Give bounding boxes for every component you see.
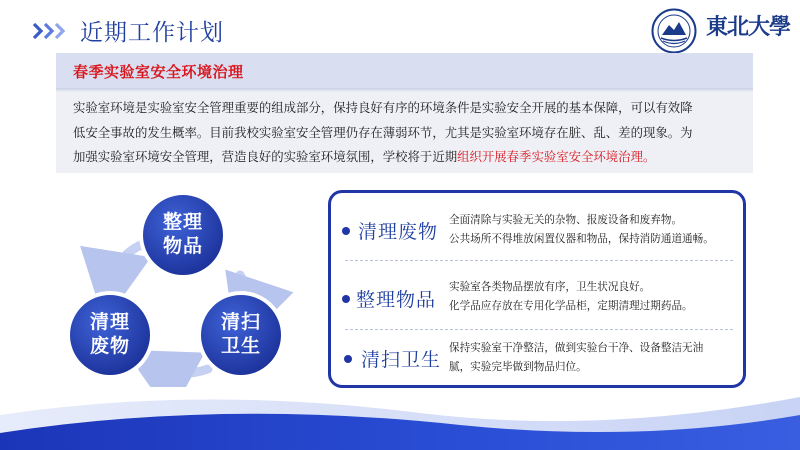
task-desc-line: 化学品应存放在专用化学品柜，定期清理过期药品。 bbox=[449, 300, 693, 312]
intro-panel-divider bbox=[56, 88, 753, 92]
intro-line-3 bbox=[73, 145, 743, 170]
task-title: 清理废物 bbox=[358, 221, 439, 243]
cycle-left-line-2: 废物 bbox=[89, 335, 130, 357]
cycle-top-label bbox=[159, 210, 207, 258]
task-desc bbox=[449, 211, 714, 249]
task-desc-line: 全面清除与实验无关的杂物、报废设备和废弃物。 bbox=[449, 214, 683, 226]
task-item bbox=[331, 335, 743, 387]
cycle-right-line-2: 卫生 bbox=[220, 335, 261, 357]
arrow-right-to-left bbox=[156, 367, 208, 374]
task-desc bbox=[449, 339, 703, 377]
cycle-right-label bbox=[217, 310, 265, 358]
university-seal-icon bbox=[651, 8, 697, 54]
task-desc-line: 腻，实验完毕做到物品归位。 bbox=[449, 361, 587, 373]
university-logo-text: 東北大學 bbox=[706, 14, 791, 40]
task-item bbox=[331, 267, 743, 325]
triple-chevron-right-icon bbox=[32, 21, 72, 41]
cycle-top-line-2: 物品 bbox=[162, 235, 203, 257]
task-desc bbox=[449, 278, 693, 316]
task-desc-line: 公共场所不得堆放闲置仪器和物品，保持消防通道通畅。 bbox=[449, 233, 714, 245]
intro-panel bbox=[56, 53, 753, 173]
intro-line-3-plain: 加强实验室环境安全管理，营造良好的实验室环境氛围，学校将于近期 bbox=[73, 149, 458, 164]
task-desc-line: 实验室各类物品摆放有序，卫生状况良好。 bbox=[449, 281, 651, 293]
task-title: 清扫卫生 bbox=[361, 349, 442, 371]
intro-line-2: 低安全事故的发生概率。目前我校实验室安全管理仍存在薄弱环节，尤其是实验室环境存在脏、乱、差的现象。为 bbox=[73, 124, 693, 140]
bottom-wave-decoration bbox=[0, 385, 800, 450]
cycle-right-line-1: 清扫 bbox=[220, 311, 261, 333]
item-divider bbox=[345, 260, 733, 261]
bullet-icon bbox=[342, 227, 350, 235]
intro-line-1: 实验室环境是实验室安全管理重要的组成部分，保持良好有序的环境条件是实验安全开展的基本保障，可以有效降 bbox=[73, 100, 693, 115]
intro-line-3-highlight: 组织开展春季实验室安全环境治理。 bbox=[457, 149, 656, 164]
cycle-top-line-1: 整理 bbox=[162, 211, 203, 233]
intro-title: 春季实验室安全环境治理 bbox=[73, 63, 244, 81]
task-desc-line: 保持实验室干净整洁，做到实验台干净、设备整洁无油 bbox=[449, 342, 704, 354]
item-divider bbox=[345, 329, 733, 330]
page-title: 近期工作计划 bbox=[80, 20, 224, 46]
intro-text bbox=[73, 96, 743, 170]
task-item bbox=[331, 203, 743, 261]
tasks-card bbox=[328, 190, 746, 388]
bullet-icon bbox=[342, 295, 350, 303]
cycle-left-line-1: 清理 bbox=[89, 311, 130, 333]
bullet-icon bbox=[344, 355, 352, 363]
task-title: 整理物品 bbox=[356, 289, 437, 311]
cycle-diagram bbox=[58, 187, 308, 387]
cycle-left-label bbox=[86, 310, 134, 358]
